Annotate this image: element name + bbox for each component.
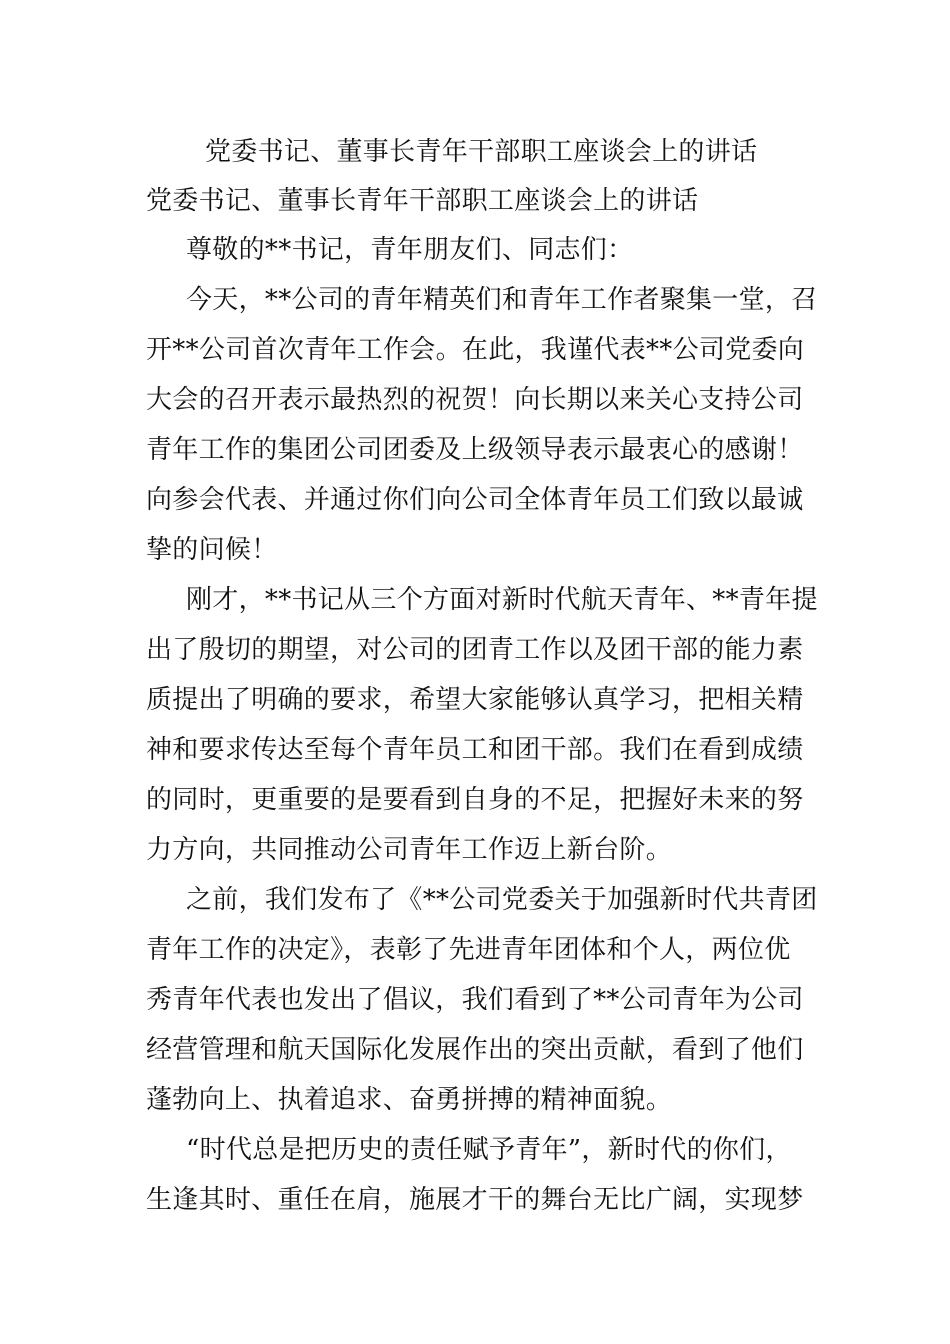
paragraph-line: 力方向，共同推动公司青年工作迈上新台阶。 — [146, 835, 673, 865]
document-subtitle: 党委书记、董事长青年干部职工座谈会上的讲话 — [146, 186, 699, 216]
paragraph-line: 青年工作的决定》，表彰了先进青年团体和个人，两位优 — [146, 935, 791, 965]
paragraph-line: 之前，我们发布了《**公司党委关于加强新时代共青团 — [186, 885, 818, 915]
paragraph-line: 向参会代表、并通过你们向公司全体青年员工们致以最诚 — [146, 485, 804, 515]
paragraph-line: 经营管理和航天国际化发展作出的突出贡献，看到了他们 — [146, 1035, 804, 1065]
paragraph-line: 刚才，**书记从三个方面对新时代航天青年、**青年提 — [186, 585, 818, 615]
paragraph-line: 蓬勃向上、执着追求、奋勇拼搏的精神面貌。 — [146, 1085, 673, 1115]
paragraph-line: 今天，**公司的青年精英们和青年工作者聚集一堂，召 — [186, 285, 818, 315]
paragraph-line: 青年工作的集团公司团委及上级领导表示最衷心的感谢！ — [146, 435, 804, 465]
paragraph-line: 开**公司首次青年工作会。在此，我谨代表**公司党委向 — [146, 335, 805, 365]
paragraph-line: 神和要求传达至每个青年员工和团干部。我们在看到成绩 — [146, 735, 804, 765]
salutation: 尊敬的**书记，青年朋友们、同志们： — [186, 235, 634, 265]
paragraph-line: 质提出了明确的要求，希望大家能够认真学习，把相关精 — [146, 685, 804, 715]
paragraph-line: 生逢其时、重任在肩，施展才干的舞台无比广阔，实现梦 — [146, 1185, 804, 1215]
paragraph-line: 的同时，更重要的是要看到自身的不足，把握好未来的努 — [146, 785, 804, 815]
paragraph-line: “时代总是把历史的责任赋予青年”，新时代的你们， — [186, 1135, 792, 1165]
paragraph-line: 挚的问候！ — [146, 535, 278, 565]
document-heading: 党委书记、董事长青年干部职工座谈会上的讲话 — [205, 137, 758, 167]
paragraph-line: 大会的召开表示最热烈的祝贺！向长期以来关心支持公司 — [146, 385, 804, 415]
paragraph-line: 出了殷切的期望，对公司的团青工作以及团干部的能力素 — [146, 635, 804, 665]
paragraph-line: 秀青年代表也发出了倡议，我们看到了**公司青年为公司 — [146, 985, 804, 1015]
